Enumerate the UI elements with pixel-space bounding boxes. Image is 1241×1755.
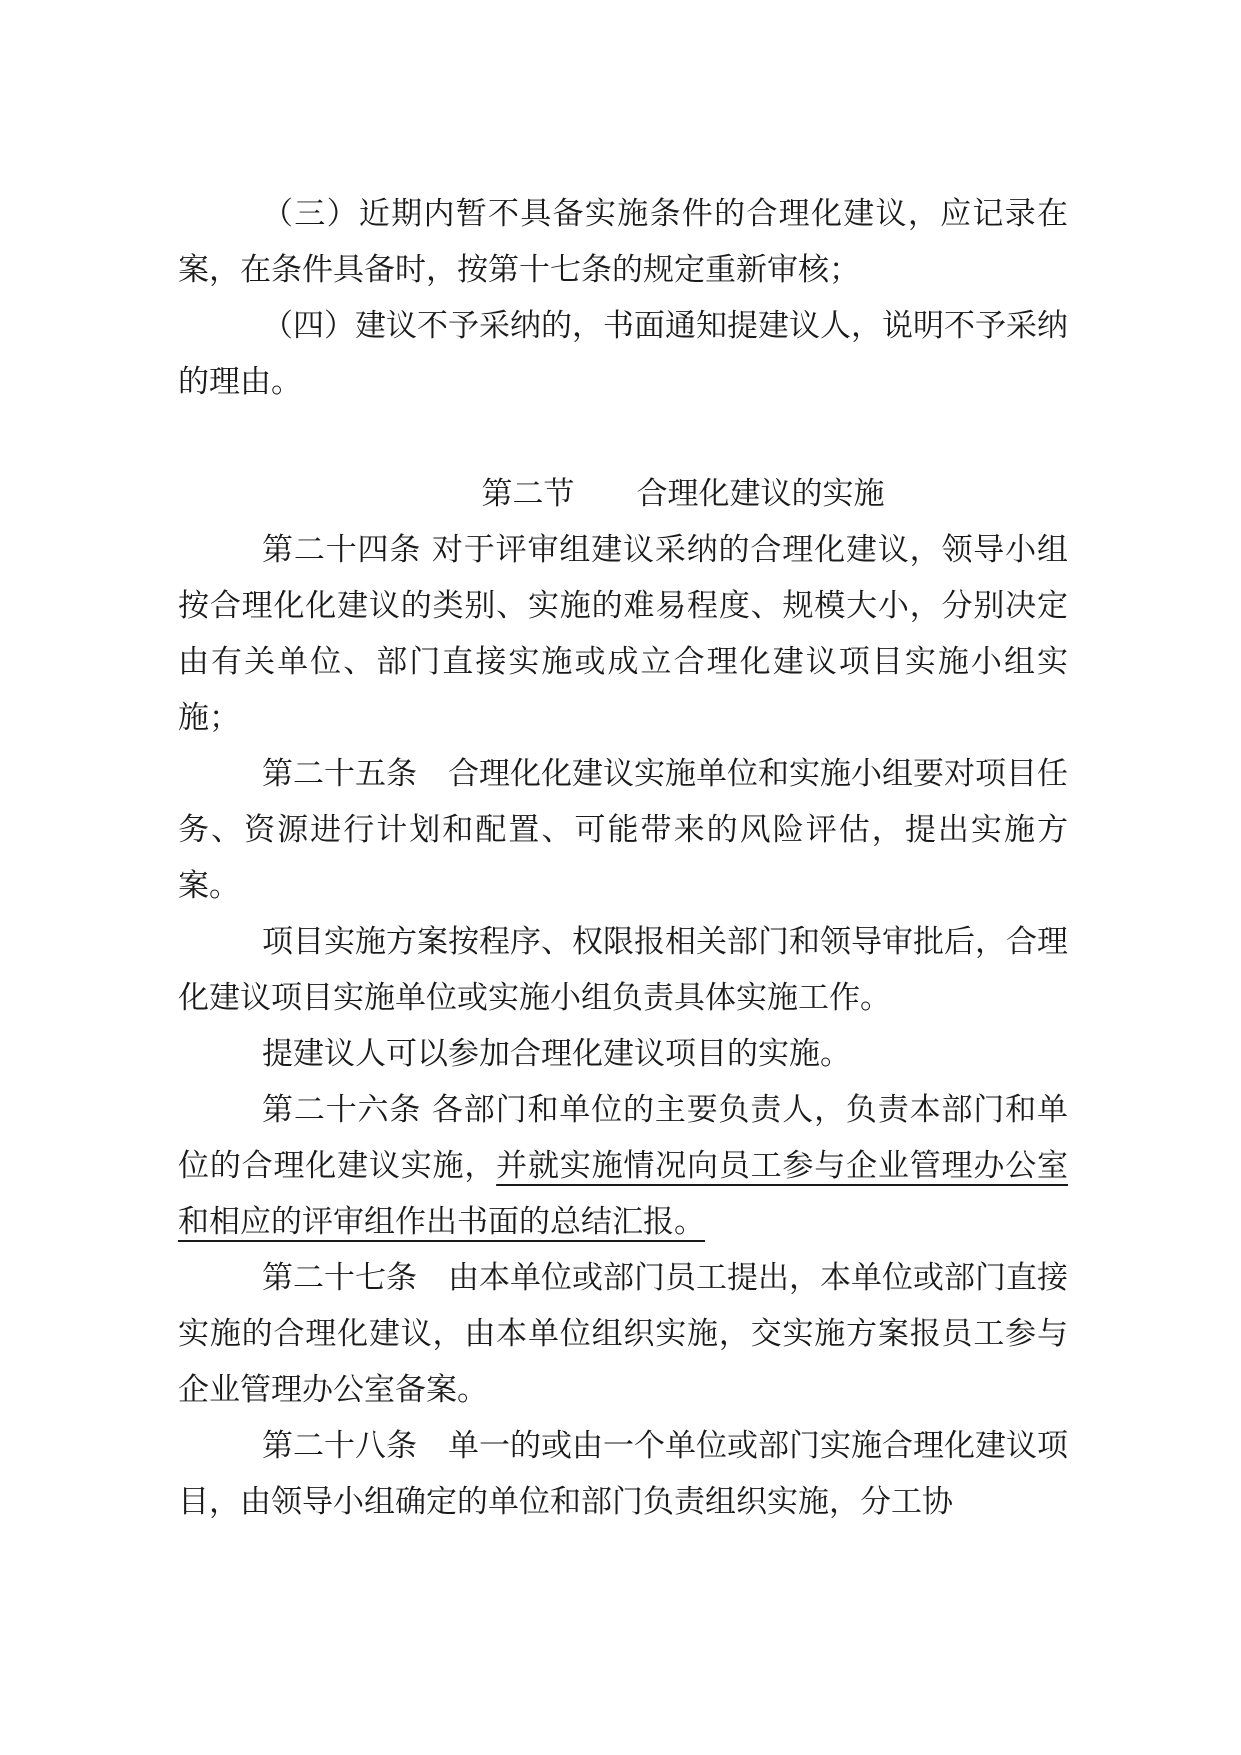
article-25-participation: 提建议人可以参加合理化建议项目的实施。 (262, 1036, 851, 1072)
section-heading: 第二节 合理化建议的实施 (481, 476, 885, 512)
paragraph-item-3: （三）近期内暂不具备实施条件的合理化建议，应记录在案，在条件具备时，按第十七条的规定重新审核； (178, 196, 1068, 288)
article-26-underlined-text: 并就实施情况向员工参与企业管理办公室和相应的评审组作出书面的总结汇报。 (178, 1148, 1069, 1240)
article-26-text: 第二十六条 各部门和单位的主要负责人，负责本部门和单位的合理化建议实施， (178, 1092, 1068, 1184)
article-27: 第二十七条 由本单位或部门员工提出，本单位或部门直接实施的合理化建议，由本单位组织实施，交实施方案报员工参与企业管理办公室备案。 (178, 1260, 1068, 1408)
article-26 (178, 1082, 1068, 1250)
document-body (178, 186, 1068, 1530)
paragraph-item-4: （四）建议不予采纳的，书面通知提建议人，说明不予采纳的理由。 (178, 308, 1068, 400)
article-24: 第二十四条 对于评审组建议采纳的合理化建议，领导小组按合理化化建议的类别、实施的难易程度、规模大小，分别决定由有关单位、部门直接实施或成立合理化建议项目实施小组实施； (178, 532, 1068, 736)
article-28: 第二十八条 单一的或由一个单位或部门实施合理化建议项目，由领导小组确定的单位和部门负责组织实施，分工协 (178, 1428, 1068, 1520)
article-25: 第二十五条 合理化化建议实施单位和实施小组要对项目任务、资源进行计划和配置、可能带来的风险评估，提出实施方案。 (178, 756, 1068, 904)
article-25-approval: 项目实施方案按程序、权限报相关部门和领导审批后，合理化建议项目实施单位或实施小组负责具体实施工作。 (178, 924, 1068, 1016)
